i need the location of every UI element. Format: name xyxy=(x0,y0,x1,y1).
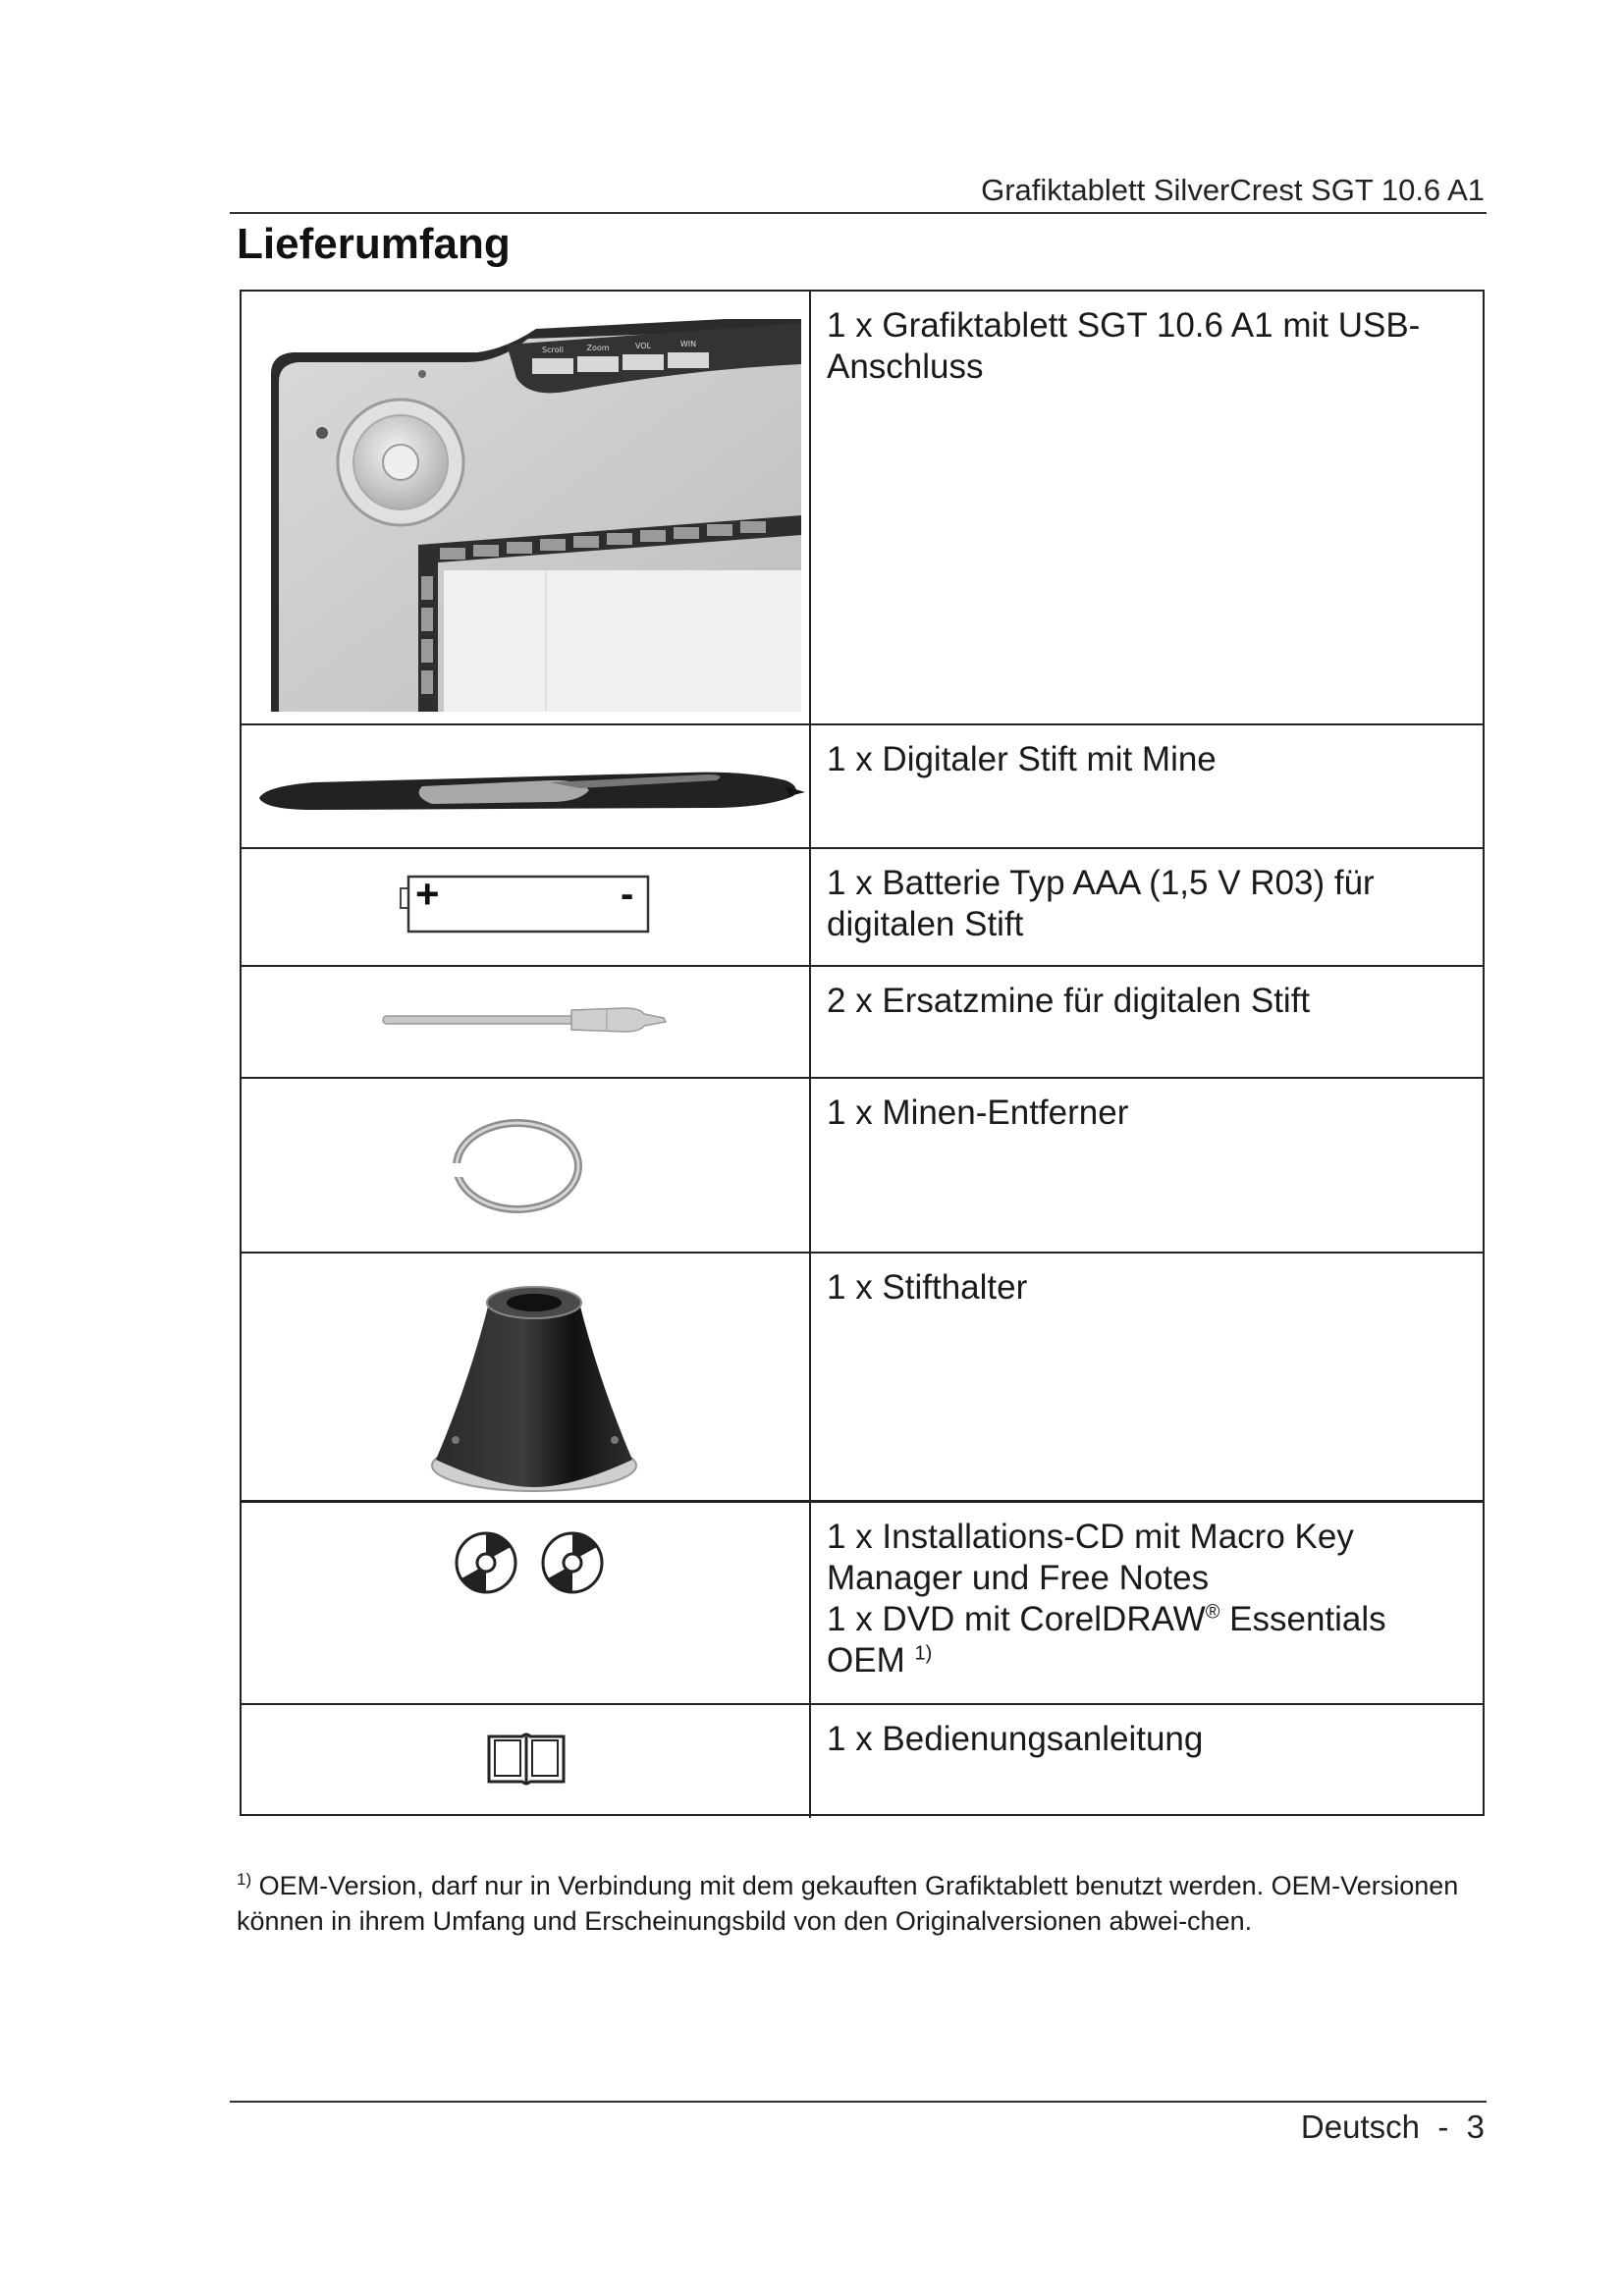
manual-book-icon xyxy=(485,1731,568,1789)
battery-plus-sign: + xyxy=(415,871,440,917)
image-cell xyxy=(242,1079,811,1252)
footnote-text: OEM-Version, darf nur in Verbindung mit dem gekauften Grafiktablett benutzt werden. OEM-Versionen können in ihrem Umfang und Erscheinungsbild von den Originalversionen abwei-chen. xyxy=(237,1871,1459,1936)
item-text-line: 1 x Installations-CD mit Macro Key xyxy=(827,1518,1354,1556)
item-text-line: 1 x Bedienungsanleitung xyxy=(827,1720,1204,1758)
item-text-line: 1 x Grafiktablett SGT 10.6 A1 mit USB- xyxy=(827,306,1421,345)
section-title: Lieferumfang xyxy=(237,220,511,268)
item-description xyxy=(827,1267,1463,1308)
tablet-key-label: Scroll xyxy=(542,346,564,354)
item-description xyxy=(827,739,1463,780)
nib-remover-ring-image xyxy=(444,1112,591,1220)
footnote-marker: 1) xyxy=(237,1870,252,1889)
item-description xyxy=(827,1719,1463,1760)
page-number: Deutsch - 3 xyxy=(1300,2109,1485,2145)
item-description xyxy=(827,1517,1463,1682)
item-description xyxy=(827,1093,1463,1134)
table-row xyxy=(242,725,1483,849)
item-text-line: 2 x Ersatzmine für digitalen Stift xyxy=(827,982,1311,1020)
item-text-line: Anschluss xyxy=(827,347,984,386)
table-row xyxy=(242,1079,1483,1254)
item-description xyxy=(827,305,1463,388)
table-row xyxy=(242,849,1483,967)
image-cell xyxy=(242,1254,811,1500)
footer-divider xyxy=(230,2101,1487,2103)
footnote xyxy=(237,1868,1484,1939)
disc-icon xyxy=(452,1528,520,1597)
image-cell xyxy=(242,725,811,847)
image-cell xyxy=(242,292,811,723)
table-row xyxy=(242,1254,1483,1503)
item-text-line: 1 x Digitaler Stift mit Mine xyxy=(827,740,1217,778)
dvd-line-suffix: Essentials xyxy=(1219,1600,1386,1638)
item-text-line: digitalen Stift xyxy=(827,905,1024,943)
item-description xyxy=(827,981,1463,1022)
battery-minus-sign: - xyxy=(621,873,634,916)
pen-holder-image xyxy=(426,1273,642,1495)
item-description xyxy=(827,863,1463,945)
table-row xyxy=(242,967,1483,1079)
tablet-key-label: VOL xyxy=(634,342,652,350)
item-text-line: Manager und Free Notes xyxy=(827,1559,1210,1597)
oem-text: OEM xyxy=(827,1641,915,1680)
scope-of-delivery-table xyxy=(240,290,1485,1816)
tablet-key-label: Zoom xyxy=(586,344,610,352)
header-divider xyxy=(230,212,1487,214)
image-cell xyxy=(242,849,811,965)
dvd-line-text: 1 x DVD mit CorelDRAW xyxy=(827,1600,1206,1638)
tablet-key-label: WIN xyxy=(679,340,697,348)
item-text-line xyxy=(827,1599,1463,1640)
digital-pen-image xyxy=(255,747,805,826)
item-text-line: 1 x Minen-Entferner xyxy=(827,1094,1129,1132)
image-cell xyxy=(242,1503,811,1703)
document-header-title: Grafiktablett SilverCrest SGT 10.6 A1 xyxy=(981,173,1485,207)
refill-image xyxy=(379,1000,683,1040)
image-cell xyxy=(242,1705,811,1818)
table-row xyxy=(242,1705,1483,1818)
registered-mark: ® xyxy=(1205,1601,1220,1624)
disc-icon xyxy=(538,1528,607,1597)
graphics-tablet-image xyxy=(271,319,801,712)
image-cell xyxy=(242,967,811,1077)
item-text-line: 1 x Stifthalter xyxy=(827,1268,1028,1307)
footnote-reference: 1) xyxy=(914,1642,933,1665)
item-text-line: 1 x Batterie Typ AAA (1,5 V R03) für xyxy=(827,864,1375,902)
item-text-line xyxy=(827,1640,1463,1682)
table-row xyxy=(242,292,1483,725)
table-row xyxy=(242,1503,1483,1705)
